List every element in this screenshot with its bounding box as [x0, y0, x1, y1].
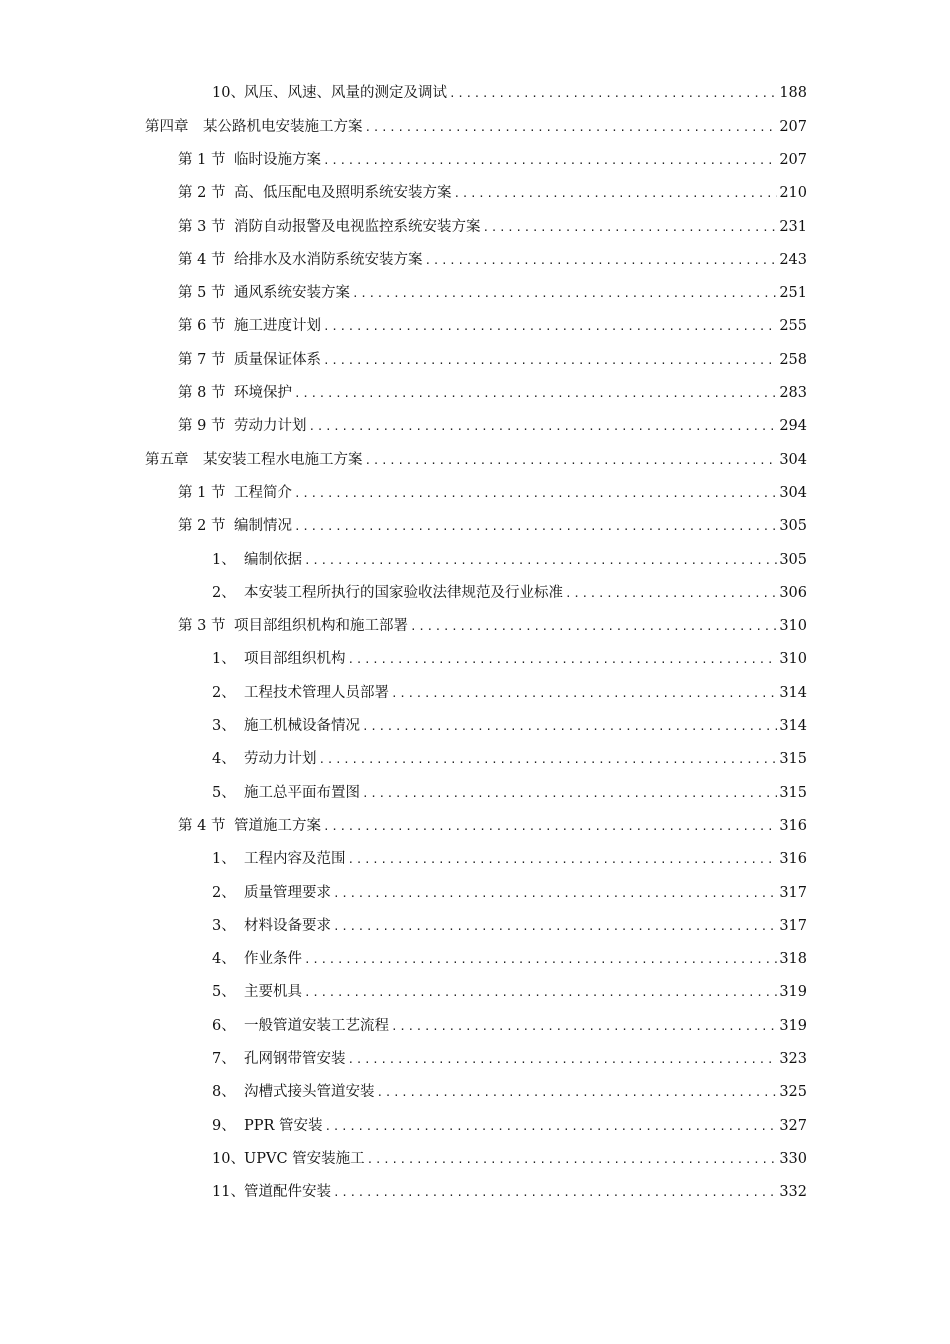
toc-entry-title: 施工机械设备情况: [244, 718, 360, 735]
toc-entry-line: [212, 1019, 950, 1034]
toc-entry-title: 给排水及水消防系统安装方案: [234, 251, 423, 268]
toc-entry-title: PPR 管安装: [244, 1117, 323, 1134]
toc-dot-leader: [362, 788, 777, 799]
toc-entry-line: [212, 985, 950, 1000]
toc-entry-line: [178, 186, 950, 201]
toc-entry-line: [178, 220, 950, 235]
toc-entry-title: 材料设备要求: [244, 917, 331, 934]
toc-entry-line: [178, 253, 950, 268]
toc-dot-leader: [391, 1021, 777, 1032]
toc-entry[interactable]: [0, 610, 950, 643]
toc-entry-line: [212, 886, 950, 901]
toc-entry-number: 第 7 节: [178, 351, 226, 368]
toc-dot-leader: [367, 1154, 778, 1165]
toc-dot-leader: [410, 621, 777, 632]
toc-entry-number: 第 5 节: [178, 285, 226, 302]
toc-entry-page-number: 325: [779, 1084, 807, 1101]
toc-dot-leader: [323, 155, 777, 166]
toc-entry[interactable]: [0, 210, 950, 243]
toc-dot-leader: [449, 88, 777, 99]
toc-entry[interactable]: [0, 77, 950, 110]
toc-entry-number: 第 9 节: [178, 418, 226, 435]
toc-entry-line: [212, 553, 950, 568]
toc-dot-leader: [565, 588, 777, 599]
toc-dot-leader: [325, 1121, 778, 1132]
toc-entry-line: [212, 952, 950, 967]
toc-entry-page-number: 294: [779, 418, 807, 435]
toc-entry[interactable]: [0, 243, 950, 276]
toc-entry-page-number: 316: [779, 851, 807, 868]
toc-entry-title: 管道配件安装: [244, 1184, 331, 1201]
toc-entry-number: 第 8 节: [178, 385, 226, 402]
toc-entry-number: 第四章: [145, 118, 189, 135]
toc-dot-leader: [365, 455, 778, 466]
toc-entry-line: [212, 652, 950, 667]
toc-entry-line: [178, 153, 950, 168]
toc-entry-title: 沟槽式接头管道安装: [244, 1084, 375, 1101]
toc-entry-number: 第 2 节: [178, 185, 226, 202]
toc-dot-leader: [333, 888, 777, 899]
toc-entry-page-number: 316: [779, 817, 807, 834]
toc-entry-number: 5、: [212, 784, 236, 801]
toc-entry-number: 第 4 节: [178, 251, 226, 268]
toc-entry-line: [212, 586, 950, 601]
toc-entry[interactable]: [0, 676, 950, 709]
toc-entry-title: 某公路机电安装施工方案: [203, 118, 363, 135]
toc-entry-page-number: 319: [779, 1017, 807, 1034]
toc-entry-title: 劳动力计划: [234, 418, 307, 435]
toc-entry-line: [212, 1052, 950, 1067]
toc-entry-title: 孔网钢带管安装: [244, 1051, 346, 1067]
toc-entry-page-number: 314: [779, 718, 807, 735]
toc-entry-page-number: 210: [779, 185, 807, 202]
toc-entry-page-number: 306: [779, 584, 807, 601]
toc-entry-line: [212, 86, 950, 101]
toc-entry-line: [212, 1152, 950, 1167]
toc-entry[interactable]: [0, 343, 950, 376]
toc-dot-leader: [304, 555, 777, 566]
toc-entry-line: [178, 619, 950, 634]
toc-entry[interactable]: [0, 477, 950, 510]
toc-entry-number: 第 1 节: [178, 484, 226, 501]
toc-dot-leader: [483, 222, 778, 233]
toc-entry-line: [178, 353, 950, 368]
toc-entry[interactable]: [0, 1109, 950, 1142]
toc-entry-line: [212, 786, 950, 801]
toc-dot-leader: [294, 488, 777, 499]
toc-entry[interactable]: [0, 543, 950, 576]
toc-entry-title: 项目部组织机构: [244, 651, 346, 668]
toc-entry-title: 本安装工程所执行的国家验收法律规范及行业标准: [244, 584, 563, 601]
toc-entry-title: 消防自动报警及电视监控系统安装方案: [234, 218, 481, 235]
toc-entry-number: 1、: [212, 551, 236, 568]
toc-entry-number: 4、: [212, 951, 236, 968]
toc-entry-title: 作业条件: [244, 951, 302, 968]
toc-dot-leader: [365, 122, 778, 133]
toc-entry-line: [178, 419, 950, 434]
toc-dot-leader: [348, 1054, 778, 1065]
toc-entry-title: 高、低压配电及照明系统安装方案: [234, 185, 452, 202]
toc-entry-number: 6、: [212, 1017, 236, 1034]
toc-entry-line: [145, 120, 950, 135]
toc-entry[interactable]: [0, 776, 950, 809]
toc-entry-title: 通风系统安装方案: [234, 285, 350, 302]
toc-entry-line: [212, 719, 950, 734]
toc-entry[interactable]: [0, 943, 950, 976]
toc-entry[interactable]: [0, 576, 950, 609]
toc-entry-line: [178, 319, 950, 334]
toc-entry-number: 第 3 节: [178, 618, 226, 635]
toc-entry[interactable]: [0, 410, 950, 443]
toc-entry-page-number: 304: [779, 484, 807, 501]
toc-entry-page-number: 304: [779, 451, 807, 468]
toc-dot-leader: [304, 954, 777, 965]
table-of-contents: [0, 77, 950, 1209]
toc-dot-leader: [294, 521, 777, 532]
toc-dot-leader: [362, 721, 777, 732]
toc-entry-page-number: 231: [779, 218, 807, 235]
toc-entry-title: 工程内容及范围: [244, 851, 346, 868]
toc-entry-number: 10、: [212, 85, 245, 102]
toc-entry-line: [212, 686, 950, 701]
toc-entry-title: 劳动力计划: [244, 751, 317, 768]
toc-dot-leader: [425, 255, 778, 266]
toc-entry-number: 第 1 节: [178, 151, 226, 168]
toc-entry-number: 2、: [212, 684, 236, 701]
toc-entry-number: 1、: [212, 851, 236, 868]
toc-entry-line: [178, 519, 950, 534]
toc-entry-page-number: 283: [779, 385, 807, 402]
toc-entry-line: [178, 386, 950, 401]
toc-entry-title: 施工总平面布置图: [244, 784, 360, 801]
toc-entry[interactable]: [0, 1043, 950, 1076]
toc-entry-page-number: 332: [779, 1184, 807, 1201]
toc-entry-number: 3、: [212, 718, 236, 735]
toc-entry-line: [178, 819, 950, 834]
toc-entry-title: 施工进度计划: [234, 318, 321, 335]
toc-dot-leader: [348, 654, 778, 665]
toc-entry-number: 2、: [212, 584, 236, 601]
toc-entry-page-number: 243: [779, 251, 807, 268]
toc-entry-title: 编制依据: [244, 551, 302, 568]
toc-entry-page-number: 305: [779, 518, 807, 535]
toc-dot-leader: [333, 921, 777, 932]
toc-entry-page-number: 207: [779, 118, 807, 135]
toc-entry-number: 第五章: [145, 451, 189, 468]
toc-entry-line: [178, 286, 950, 301]
toc-entry-page-number: 207: [779, 151, 807, 168]
toc-entry[interactable]: [0, 1009, 950, 1042]
toc-entry-line: [178, 486, 950, 501]
toc-dot-leader: [304, 987, 777, 998]
toc-entry-page-number: 255: [779, 318, 807, 335]
toc-dot-leader: [454, 188, 778, 199]
toc-entry-number: 7、: [212, 1051, 236, 1067]
toc-entry-page-number: 317: [779, 884, 807, 901]
toc-entry-title: 管道施工方案: [234, 817, 321, 834]
toc-entry-title: 环境保护: [234, 385, 292, 402]
toc-entry-number: 10、: [212, 1150, 245, 1167]
toc-entry-page-number: 314: [779, 684, 807, 701]
toc-entry-title: 质量保证体系: [234, 351, 321, 368]
toc-entry-number: 第 2 节: [178, 518, 226, 535]
toc-dot-leader: [319, 754, 778, 765]
toc-entry-page-number: 319: [779, 984, 807, 1001]
toc-entry[interactable]: [0, 144, 950, 177]
toc-entry-page-number: 188: [779, 85, 807, 102]
toc-dot-leader: [323, 821, 777, 832]
toc-entry-number: 第 3 节: [178, 218, 226, 235]
toc-entry[interactable]: [0, 310, 950, 343]
toc-entry-page-number: 251: [779, 285, 807, 302]
toc-entry[interactable]: [0, 443, 950, 476]
toc-entry[interactable]: [0, 277, 950, 310]
toc-entry-number: 8、: [212, 1084, 236, 1101]
toc-entry[interactable]: [0, 976, 950, 1009]
toc-entry[interactable]: [0, 510, 950, 543]
toc-entry[interactable]: [0, 876, 950, 909]
toc-entry-page-number: 310: [779, 651, 807, 668]
toc-entry-page-number: 318: [779, 951, 807, 968]
toc-entry-line: [212, 919, 950, 934]
toc-dot-leader: [391, 688, 777, 699]
toc-entry-title: 编制情况: [234, 518, 292, 535]
toc-entry-title: 风压、风速、风量的测定及调试: [244, 85, 447, 102]
toc-dot-leader: [309, 421, 778, 432]
toc-entry-number: 第 4 节: [178, 817, 226, 834]
toc-entry[interactable]: [0, 743, 950, 776]
toc-entry-number: 5、: [212, 984, 236, 1001]
toc-entry-page-number: 305: [779, 551, 807, 568]
toc-entry-page-number: 327: [779, 1117, 807, 1134]
toc-dot-leader: [323, 355, 777, 366]
toc-entry[interactable]: [0, 1176, 950, 1209]
toc-entry-title: 主要机具: [244, 984, 302, 1001]
toc-entry-number: 4、: [212, 751, 236, 768]
toc-entry[interactable]: [0, 1076, 950, 1109]
toc-entry-number: 11、: [212, 1184, 245, 1201]
toc-entry-page-number: 317: [779, 917, 807, 934]
toc-entry-title: 临时设施方案: [234, 151, 321, 168]
toc-entry-number: 1、: [212, 651, 236, 668]
toc-dot-leader: [294, 388, 777, 399]
toc-entry-title: 工程简介: [234, 484, 292, 501]
toc-entry[interactable]: [0, 843, 950, 876]
toc-entry-page-number: 310: [779, 618, 807, 635]
toc-entry-title: 一般管道安装工艺流程: [244, 1017, 389, 1034]
toc-dot-leader: [333, 1187, 777, 1198]
toc-entry-line: [212, 1185, 950, 1200]
toc-entry-page-number: 258: [779, 351, 807, 368]
toc-entry[interactable]: [0, 110, 950, 143]
toc-entry-page-number: 315: [779, 784, 807, 801]
toc-entry-number: 3、: [212, 917, 236, 934]
toc-entry-page-number: 330: [779, 1150, 807, 1167]
toc-entry-title: UPVC 管安装施工: [244, 1150, 365, 1167]
toc-entry[interactable]: [0, 909, 950, 942]
toc-entry-page-number: 315: [779, 751, 807, 768]
toc-entry[interactable]: [0, 643, 950, 676]
toc-entry[interactable]: [0, 177, 950, 210]
toc-entry[interactable]: [0, 377, 950, 410]
toc-dot-leader: [323, 321, 777, 332]
toc-dot-leader: [348, 854, 778, 865]
toc-entry[interactable]: [0, 810, 950, 843]
toc-entry-title: 项目部组织机构和施工部署: [234, 618, 408, 635]
toc-entry-line: [212, 852, 950, 867]
toc-entry-title: 工程技术管理人员部署: [244, 684, 389, 701]
toc-entry-page-number: 323: [779, 1051, 807, 1067]
toc-entry-number: 2、: [212, 884, 236, 901]
toc-entry-title: 某安装工程水电施工方案: [203, 451, 363, 468]
toc-dot-leader: [352, 288, 777, 299]
toc-entry[interactable]: [0, 710, 950, 743]
toc-entry-number: 第 6 节: [178, 318, 226, 335]
toc-entry-title: 质量管理要求: [244, 884, 331, 901]
toc-dot-leader: [377, 1087, 778, 1098]
toc-entry-line: [212, 1085, 950, 1100]
toc-entry-line: [212, 752, 950, 767]
toc-entry-number: 9、: [212, 1117, 236, 1134]
toc-entry-line: [212, 1119, 950, 1134]
toc-entry[interactable]: [0, 1143, 950, 1176]
toc-entry-line: [145, 453, 950, 468]
